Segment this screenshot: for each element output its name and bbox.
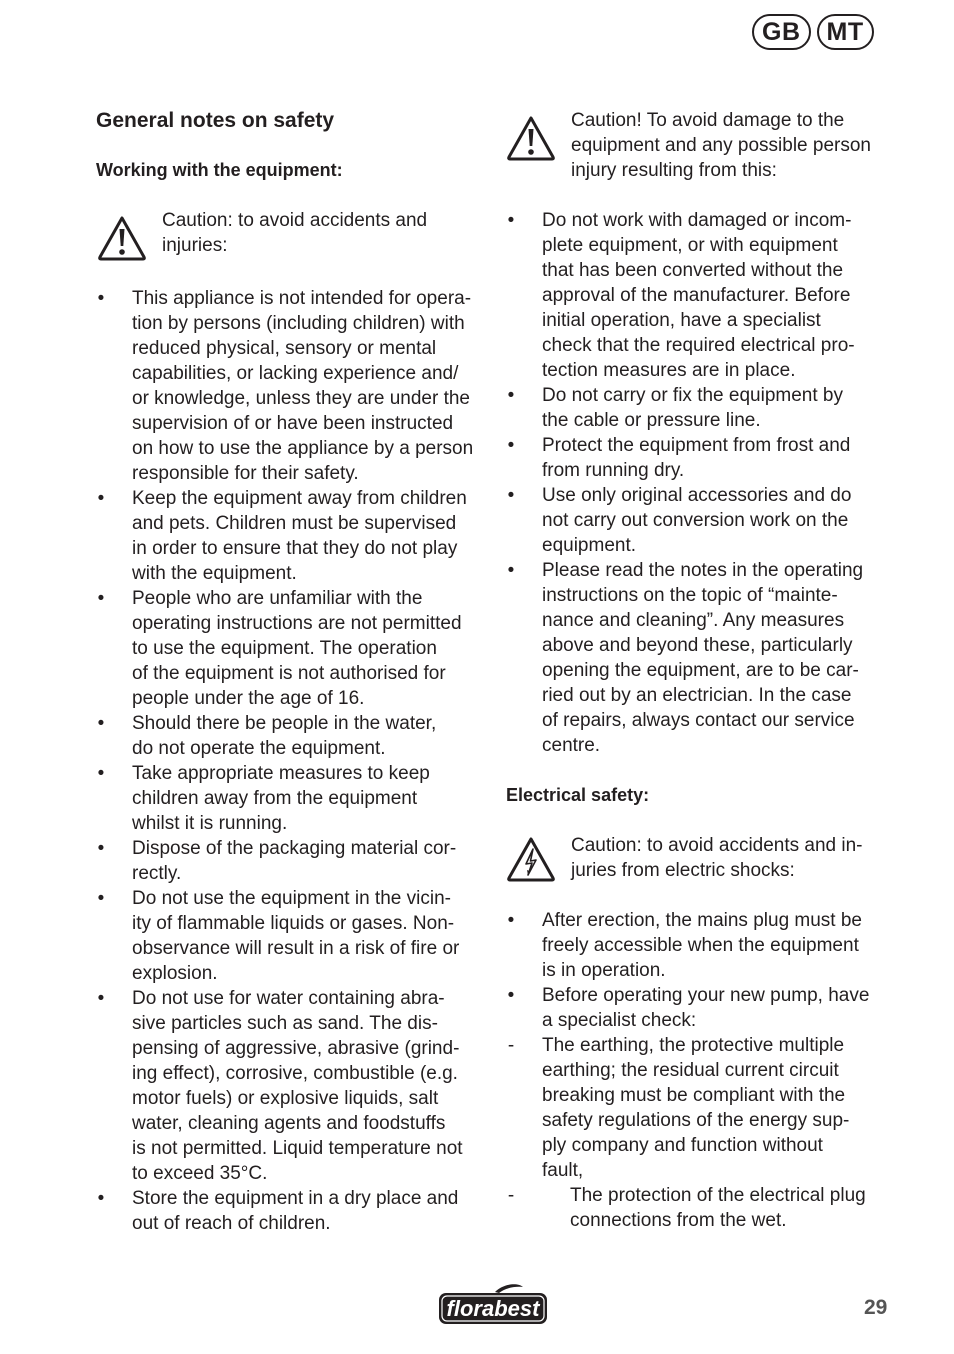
line: The earthing, the protective multiple <box>542 1035 845 1056</box>
line: People who are unfamiliar with the <box>132 588 423 609</box>
line: observance will result in a risk of fire or <box>132 938 460 959</box>
list-item: • Store the equipment in a dry place and out of reach of children. <box>96 1186 484 1236</box>
line: check that the required electrical pro- <box>542 335 855 356</box>
line: above and beyond these, particularly <box>542 635 853 656</box>
line: Dispose of the packaging material cor- <box>132 838 457 859</box>
line: safety regulations of the energy sup- <box>542 1110 850 1131</box>
line: is in operation. <box>542 960 666 981</box>
list-item <box>506 983 898 1033</box>
exclamation-triangle-icon <box>97 215 149 261</box>
line: Should there be people in the water, <box>132 713 437 734</box>
line: Protect the equipment from frost and <box>542 435 851 456</box>
warning-text <box>571 833 863 883</box>
line: or knowledge, unless they are under the <box>132 388 470 409</box>
warning-line: juries from electric shocks: <box>571 860 795 881</box>
line: supervision of or have been instructed <box>132 413 454 434</box>
line: equipment. <box>542 535 637 556</box>
line: a specialist check: <box>542 1010 697 1031</box>
line: Do not use for water containing abra- <box>132 988 445 1009</box>
dash-marker: - <box>507 1035 515 1056</box>
list-item: • Keep the equipment away from children and pets. Children must be supervised in order to ensure that they do not play with the equipment. <box>96 486 484 586</box>
line: ply company and function without <box>542 1135 823 1156</box>
line: out of reach of children. <box>132 1213 331 1234</box>
line: reduced physical, sensory or mental <box>132 338 437 359</box>
language-badge-gb: GB <box>752 14 811 50</box>
line: of the equipment is not authorised for <box>132 663 446 684</box>
line: motor fuels) or explosive liquids, salt <box>132 1088 439 1109</box>
list-item: • Please read the notes in the operating instructions on the topic of “mainte- nance and cleaning”. Any measures above and beyond these, particularly opening the equipment, are to be car- ried out by an electrician. In the case of repairs, always contact our service centre. <box>506 558 898 758</box>
line: capabilities, or lacking experience and/ <box>132 363 459 384</box>
line: nance and cleaning”. Any measures <box>542 610 845 631</box>
line: Use only original accessories and do <box>542 485 852 506</box>
electric-shock-triangle-icon <box>506 836 558 882</box>
line: operating instructions are not permitted <box>132 613 462 634</box>
list-item: • Do not use for water containing abra- sive particles such as sand. The dis- pensing of aggressive, abrasive (grind- ing effect), corrosive, combustible (e.g. motor fuels) or explosive liquids, salt water, cleaning agents and foodstuffs is not permitted. Liquid temperature not to exceed 35°C. <box>96 986 484 1186</box>
line: and pets. Children must be supervised <box>132 513 457 534</box>
line: pensing of aggressive, abrasive (grind- <box>132 1038 460 1059</box>
left-column <box>96 106 484 1236</box>
list-item: • Use only original accessories and do not carry out conversion work on the equipment. <box>506 483 898 558</box>
line: This appliance is not intended for opera- <box>132 288 472 309</box>
warning-block-electric <box>506 833 898 883</box>
section-title-electrical-safety: Electrical safety: <box>506 785 650 805</box>
line: Take appropriate measures to keep <box>132 763 430 784</box>
line: Keep the equipment away from children <box>132 488 467 509</box>
page-number: 29 <box>864 1296 888 1319</box>
line: Store the equipment in a dry place and <box>132 1188 459 1209</box>
list-item: • Protect the equipment from frost and from running dry. <box>506 433 898 483</box>
list-item <box>506 1183 898 1233</box>
line: sive particles such as sand. The dis- <box>132 1013 438 1034</box>
line: opening the equipment, are to be car- <box>542 660 859 681</box>
line: whilst it is running. <box>132 813 288 834</box>
line: Do not carry or fix the equipment by <box>542 385 843 406</box>
line: plete equipment, or with equipment <box>542 235 838 256</box>
line: ried out by an electrician. In the case <box>542 685 852 706</box>
bullet-marker: • <box>507 985 515 1006</box>
line: earthing; the residual current circuit <box>542 1060 839 1081</box>
exclamation-triangle-icon <box>506 115 558 161</box>
list-item: • Should there be people in the water, do not operate the equipment. <box>96 711 484 761</box>
line: people under the age of 16. <box>132 688 365 709</box>
logo-text: florabest <box>446 1296 540 1321</box>
safety-bullet-list <box>96 286 484 1236</box>
right-column <box>506 108 898 1233</box>
electrical-bullet-list <box>506 908 898 1233</box>
line: from running dry. <box>542 460 685 481</box>
line: initial operation, have a specialist <box>542 310 821 331</box>
warning-text <box>571 108 871 183</box>
line: ing effect), corrosive, combustible (e.g. <box>132 1063 458 1084</box>
line: The protection of the electrical plug <box>570 1185 866 1206</box>
list-item: • People who are unfamiliar with the operating instructions are not permitted to use the equipment. The operation of the equipment is not authorised for people under the age of 16. <box>96 586 484 711</box>
line: explosion. <box>132 963 218 984</box>
list-item <box>506 908 898 983</box>
list-item <box>506 1033 898 1183</box>
line: approval of the manufacturer. Before <box>542 285 851 306</box>
line: After erection, the mains plug must be <box>542 910 862 931</box>
line: fault, <box>542 1160 584 1181</box>
list-item: • Do not work with damaged or incom- plete equipment, or with equipment that has been converted without the approval of the manufacturer. Before initial operation, have a specialist check that the required electrical pro- tection measures are in place. <box>506 208 898 383</box>
line: ity of flammable liquids or gases. Non- <box>132 913 455 934</box>
warning-line: Caution: to avoid accidents and <box>162 210 428 231</box>
line: Do not work with damaged or incom- <box>542 210 852 231</box>
section-title-general-safety: General notes on safety <box>96 109 335 132</box>
warning-line: injuries: <box>162 235 228 256</box>
damage-bullet-list <box>506 208 898 758</box>
line: to exceed 35°C. <box>132 1163 268 1184</box>
warning-line: Caution! To avoid damage to the <box>571 110 845 131</box>
florabest-logo <box>437 1283 549 1332</box>
list-item: • Do not carry or fix the equipment by the cable or pressure line. <box>506 383 898 433</box>
warning-text <box>162 208 427 258</box>
line: rectly. <box>132 863 182 884</box>
line: of repairs, always contact our service <box>542 710 855 731</box>
line: Before operating your new pump, have <box>542 985 870 1006</box>
line: water, cleaning agents and foodstuffs <box>132 1113 446 1134</box>
line: children away from the equipment <box>132 788 418 809</box>
line: not carry out conversion work on the <box>542 510 849 531</box>
warning-block-damage <box>506 108 898 183</box>
bullet-marker: • <box>507 910 515 931</box>
line: is not permitted. Liquid temperature not <box>132 1138 463 1159</box>
warning-line: Caution: to avoid accidents and in- <box>571 835 863 856</box>
line: centre. <box>542 735 601 756</box>
line: with the equipment. <box>132 563 297 584</box>
line: the cable or pressure line. <box>542 410 761 431</box>
list-item: • Take appropriate measures to keep children away from the equipment whilst it is running. <box>96 761 484 836</box>
list-item: • This appliance is not intended for opera- tion by persons (including children) with reduced physical, sensory or mental capabilities, or lacking experience and/ or knowledge, unless they are under the supervision of or have been instructed on how to use the appliance by a person responsible for their safety. <box>96 286 484 486</box>
language-badge-mt: MT <box>817 14 874 50</box>
subsection-title-working: Working with the equipment: <box>96 160 343 180</box>
line: do not operate the equipment. <box>132 738 386 759</box>
warning-block-accidents <box>96 208 484 261</box>
list-item: • Dispose of the packaging material cor- rectly. <box>96 836 484 886</box>
line: connections from the wet. <box>570 1210 787 1231</box>
line: tection measures are in place. <box>542 360 796 381</box>
language-badges <box>752 14 874 50</box>
dash-marker: - <box>507 1185 515 1206</box>
list-item: • Do not use the equipment in the vicin- ity of flammable liquids or gases. Non- observance will result in a risk of fire or explosion. <box>96 886 484 986</box>
line: to use the equipment. The operation <box>132 638 437 659</box>
line: tion by persons (including children) with <box>132 313 465 334</box>
line: responsible for their safety. <box>132 463 359 484</box>
line: on how to use the appliance by a person <box>132 438 474 459</box>
line: Please read the notes in the operating <box>542 560 864 581</box>
line: that has been converted without the <box>542 260 844 281</box>
warning-line: equipment and any possible person <box>571 135 871 156</box>
line: freely accessible when the equipment <box>542 935 859 956</box>
line: instructions on the topic of “mainte- <box>542 585 838 606</box>
warning-line: injury resulting from this: <box>571 160 777 181</box>
line: in order to ensure that they do not play <box>132 538 458 559</box>
line: Do not use the equipment in the vicin- <box>132 888 451 909</box>
line: breaking must be compliant with the <box>542 1085 846 1106</box>
